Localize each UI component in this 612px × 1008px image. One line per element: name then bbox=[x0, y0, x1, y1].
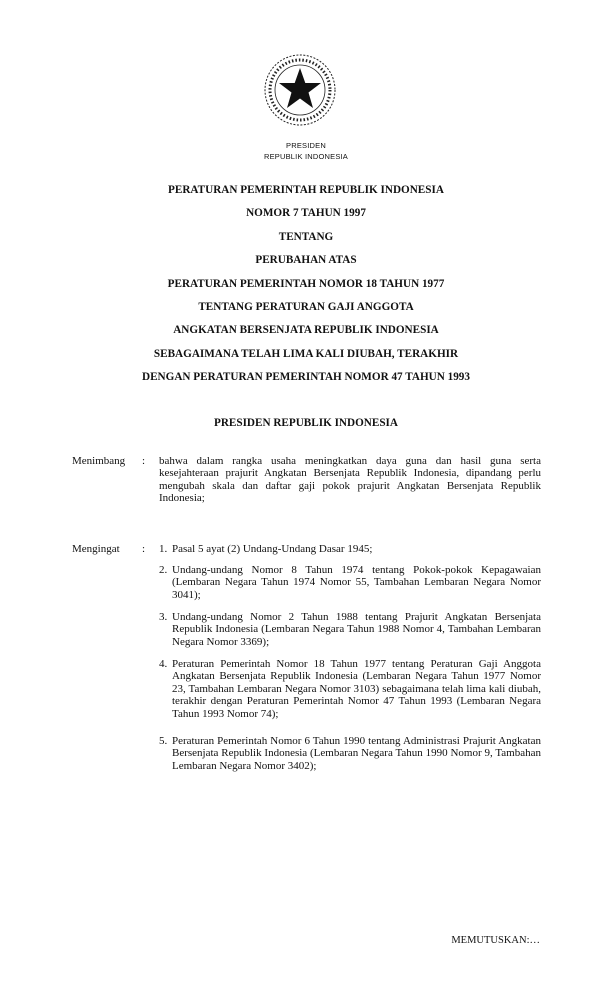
document-title bbox=[0, 182, 612, 393]
title-line: PERUBAHAN ATAS bbox=[255, 254, 357, 267]
title-line: TENTANG bbox=[278, 230, 334, 243]
title-line: TENTANG PERATURAN GAJI ANGGOTA bbox=[198, 300, 414, 313]
item-text: Undang-undang Nomor 2 Tahun 1988 tentang Prajurit Angkatan Bersenjata Republik Indonesia (Lembaran Negara Tahun 1988 Nomor 4, Tambahan Lembaran Negara Nomor 3369); bbox=[172, 611, 541, 648]
header-presiden: PRESIDEN bbox=[286, 141, 326, 150]
list-item bbox=[159, 611, 541, 648]
list-item bbox=[159, 564, 541, 601]
list-item bbox=[159, 543, 541, 555]
item-number: 2. bbox=[159, 564, 168, 576]
menimbang-colon: : bbox=[142, 455, 146, 467]
list-item bbox=[159, 658, 541, 720]
title-line: DENGAN PERATURAN PEMERINTAH NOMOR 47 TAHUN 1993 bbox=[142, 371, 470, 384]
item-text: Undang-undang Nomor 8 Tahun 1974 tentang Pokok-pokok Kepagawaian (Lembaran Negara Tahun 1974 Nomor 55, Tambahan Lembaran Negara Nomor 3041); bbox=[172, 564, 541, 601]
title-line: NOMOR 7 TAHUN 1997 bbox=[246, 207, 366, 220]
item-text: Peraturan Pemerintah Nomor 6 Tahun 1990 tentang Administrasi Prajurit Angkatan Bersenjata Republik Indonesia (Lembaran Negara Tahun 1990 Nomor 9, Tambahan Lembaran Negara Nomor 3402); bbox=[172, 735, 541, 772]
header-republik: REPUBLIK INDONESIA bbox=[263, 152, 349, 161]
section-heading: PRESIDEN REPUBLIK INDONESIA bbox=[213, 417, 398, 429]
item-number: 1. bbox=[159, 543, 168, 555]
menimbang-label: Menimbang bbox=[72, 455, 126, 467]
item-text: Pasal 5 ayat (2) Undang-Undang Dasar 1945; bbox=[172, 543, 373, 555]
title-line: ANGKATAN BERSENJATA REPUBLIK INDONESIA bbox=[173, 324, 439, 337]
mengingat-colon: : bbox=[142, 543, 146, 555]
item-text: Peraturan Pemerintah Nomor 18 Tahun 1977 tentang Peraturan Gaji Anggota Angkatan Bersenjata Republik Indonesia (Lembaran Negara Tahun 1977 Nomor 23, Tambahan Lembaran Negara Nomor 3103) sebagaimana telah lima kali diubah, terakhir dengan Peraturan Pemerintah Nomor 47 Tahun 1993 (Lembaran Negara Tahun 1993 Nomor 74); bbox=[172, 658, 541, 720]
item-number: 3. bbox=[159, 611, 168, 623]
title-line: PERATURAN PEMERINTAH NOMOR 18 TAHUN 1977 bbox=[167, 277, 445, 290]
item-number: 5. bbox=[159, 735, 168, 747]
continuation-footer: MEMUTUSKAN:… bbox=[451, 935, 540, 946]
mengingat-label: Mengingat bbox=[72, 543, 120, 555]
menimbang-text: bahwa dalam rangka usaha meningkatkan daya guna dan hasil guna serta kesejahteraan prajurit Angkatan Bersenjata Republik Indonesia, dipandang perlu mengubah skala dan daftar gaji pokok prajurit Angkatan Bersenjata Republik Indonesia; bbox=[159, 455, 541, 505]
item-number: 4. bbox=[159, 658, 168, 670]
title-line: SEBAGAIMANA TELAH LIMA KALI DIUBAH, TERAKHIR bbox=[153, 347, 459, 360]
presidential-seal-icon bbox=[262, 52, 338, 128]
title-line: PERATURAN PEMERINTAH REPUBLIK INDONESIA bbox=[168, 184, 444, 196]
list-item bbox=[159, 735, 541, 772]
